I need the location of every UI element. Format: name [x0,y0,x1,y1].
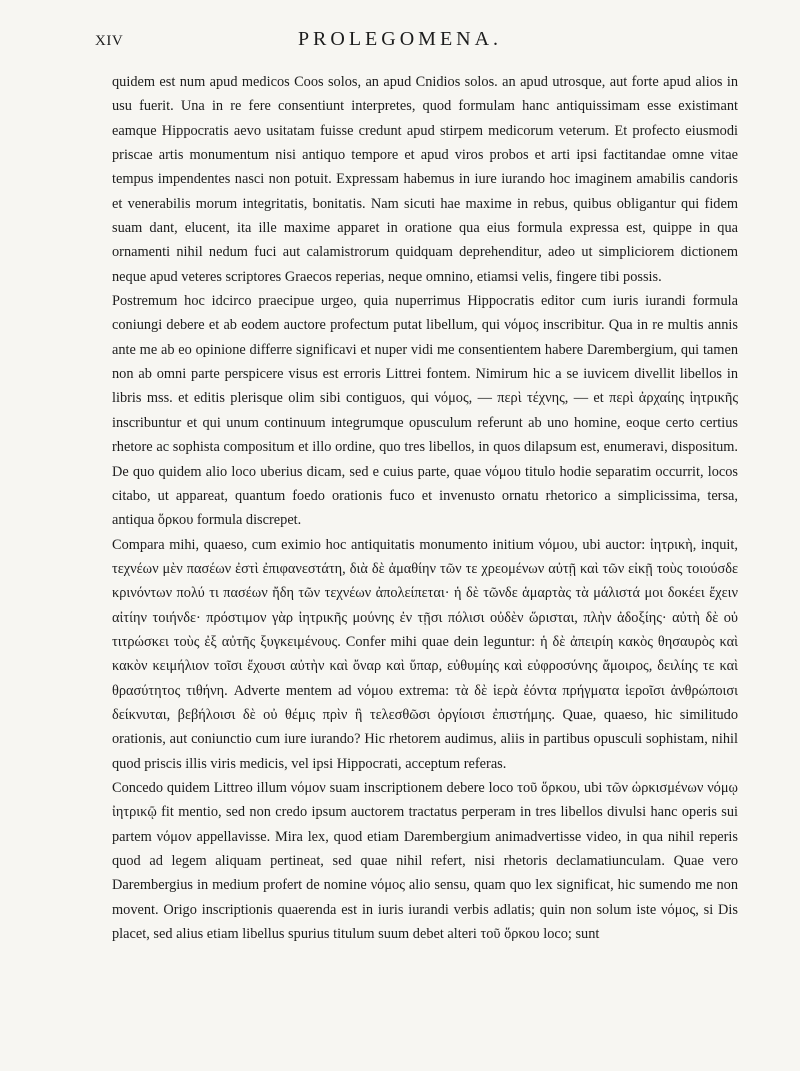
paragraph-4: Concedo quidem Littreo illum νόμον suam inscriptionem debere loco τοῦ ὅρκου, ubi τῶν ὡρκισμένων νόμῳ ἰητρικῷ fit mentio, sed non credo ipsum auctorem tractatus perperam in tres libellos divulsi hanc operis sui partem νόμον appellavisse. Mira lex, quod etiam Darembergium animadvertisse video, in qua nihil reperis quod ad legem aliquam pertineat, sed quae nihil refert, nisi rhetoris declamatiunculam. Quae vero Darembergius in medium profert de nomine νόμος alio sensu, quam quo lex significat, hic sumendo me non movent. Origo inscriptionis quaerenda est in iuris iurandi verbis adlatis; quin non solum iste νόμος, si Dis placet, sed alius etiam libellus spurius titulum suum debet alteri τοῦ ὅρκου loco; sunt [112,779,738,943]
paragraph-1: quidem est num apud medicos Coos solos, an apud Cnidios solos. an apud utrosque, aut forte apud alios in usu fuerit. Una in re fere consentiunt interpretes, quod formulam hanc antiquissimam esse existimant eamque Hippocratis aevo usitatam fuisse credunt apud stirpem medicorum veterum. Et profecto eiusmodi priscae artis monumentum nisi antiquo tempore et apud viros probos et arti ipsi factitandae omne vitae tempus impendentes nasci non potuit. Expressam habemus in iure iurando hoc imaginem amabilis candoris et venerabilis morum integritatis, bonitatis. Nam sicuti hae maxime in rebus, quibus obligantur qui fidem suam dant, elucent, ita ille maxime apparet in oratione qua eius formula expressa est, quippe in qua ornamenti nihil nedum fuci aut calamistrorum quidquam deprehenditur, adeo ut simpliciorem dictionem neque apud veteres scriptores Graecos reperias, neque omnino, etiamsi velis, fingere tibi possis. [112,74,738,285]
page-number: XIV [95,33,124,49]
paragraph-2: Postremum hoc idcirco praecipue urgeo, quia nuperrimus Hippocratis editor cum iuris iurandi formula coniungi debere et ab eodem auctore profectum putat libellum, qui νόμος inscribitur. Qua in re multis annis ante me ab eo opinione differre significavi et nuper vidi me consentientem habere Darembergium, qui tamen non ab omni parte perspicere visus est erroris Littrei fontem. Nimirum hic a se iuvicem divellit libellos in libris mss. et editis plerisque olim sibi contiguos, qui νόμος, — περὶ τέχνης, — et περὶ ἀρχαίης ἰητρικῆς inscribuntur et qui unum continuum integrumque opusculum referunt ab uno homine, eoque certo certius rhetore ac sophista compositum et illo ordine, quo tres libellos, in quos dilapsum est, enumeravi, dispositum. De quo quidem alio loco uberius dicam, sed e cuius parte, quae νόμου titulo hodie separatim occurrit, locos citabo, ut appareat, quantum foedo orationis fuco et invenusto ornatu rhetorico a simplicissima, tersa, antiqua ὅρκου formula discrepet. [112,293,738,529]
paragraph-3: Compara mihi, quaeso, cum eximio hoc antiquitatis monumento initium νόμου, ubi auctor: ἰητρικὴ, inquit, τεχνέων μὲν πασέων ἐστὶ ἐπιφανεστάτη, διὰ δὲ ἀμαθίην τῶν τε χρεομένων αὐτῇ καὶ τῶν εἰκῇ τοὺς τοιούσδε κρινόντων πολύ τι πασέων ἤδη τῶν τεχνέων ἀπολείπεται· ἡ δὲ τῶνδε ἁμαρτὰς τὰ μάλιστά μοι δοκέει ἔχειν αἰτίην τοιήνδε· πρόστιμον γὰρ ἰητρικῆς μούνης ἐν τῇσι πόλισι οὐδὲν ὥρισται, πλὴν ἀδοξίης· αὐτὴ δὲ οὐ τιτρώσκει τοὺς ἐξ αὐτῆς ξυγκειμένους. Confer mihi quae dein leguntur: ἡ δὲ ἀπειρίη κακὸς θησαυρὸς καὶ κακὸν κειμήλιον τοῖσι ἔχουσι αὐτὴν καὶ ὄναρ καὶ ὕπαρ, εὐθυμίης καὶ εὐφροσύνης ἄμοιρος, δειλίης τε καὶ θρασύτητος τιθήνη. Adverte mentem ad νόμου extrema: τὰ δὲ ἱερὰ ἐόντα πρήγματα ἱεροῖσι ἀνθρώποισι δείκνυται, βεβήλοισι δὲ οὐ θέμις πρὶν ἢ τελεσθῶσι ὀργίοισι ἐπιστήμης. Quae, quaeso, hic similitudo orationis, aut coniunctio cum iure iurando? Hic rhetorem audimus, aliis in partibus opusculi sophistam, nihil quod priscis illis viris medicis, vel ipsi Hippocrati, acceptum referas. [112,536,738,772]
body-text [112,70,738,946]
page-header [0,0,800,70]
running-head: PROLEGOMENA. [297,28,503,50]
